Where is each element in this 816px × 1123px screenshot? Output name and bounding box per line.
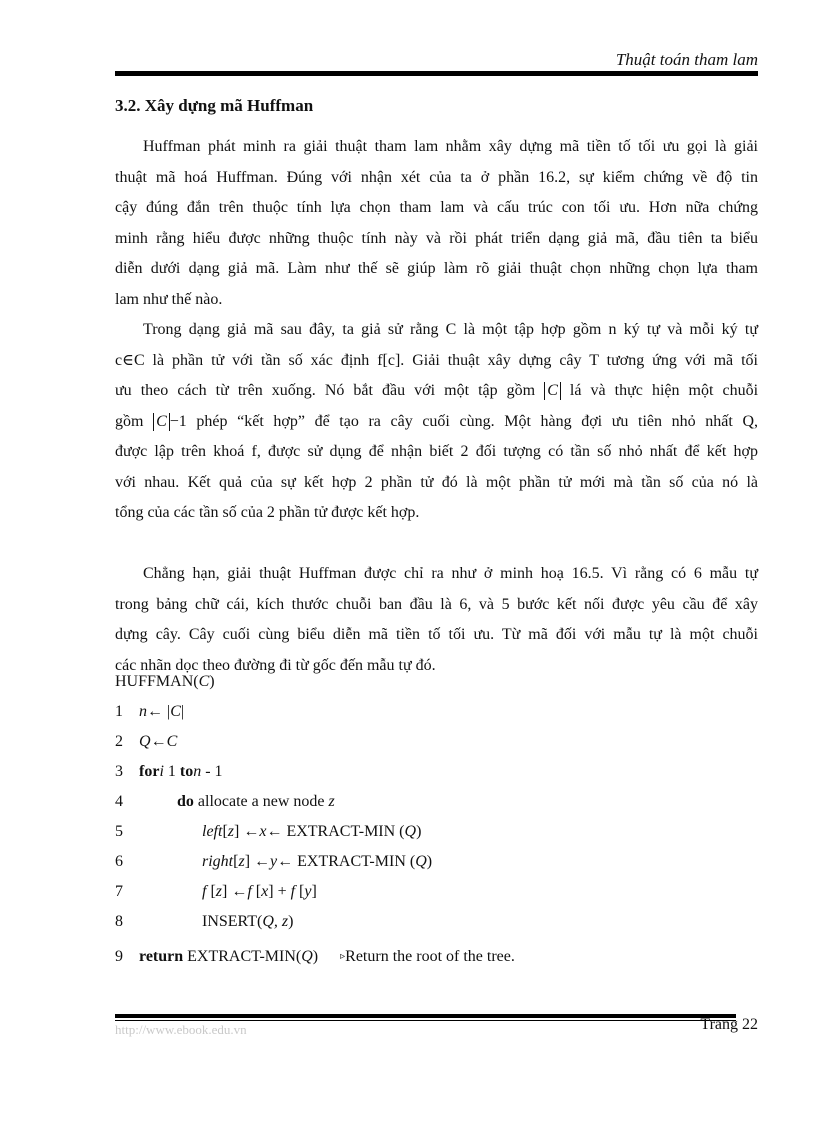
code-var: C — [170, 703, 181, 720]
line-code — [202, 853, 432, 871]
line-number: 7 — [115, 883, 123, 900]
code-var: f — [290, 883, 296, 900]
code-text: ] + — [268, 883, 291, 900]
text-line: Chẳng hạn, giải thuật Huffman được chỉ ra như ở minh hoạ 16.5. Vì rằng có 6 mẫu tự — [143, 565, 758, 582]
code-text: ] — [311, 883, 317, 900]
code-var: Q — [301, 948, 313, 965]
algo-name: HUFFMAN( — [115, 673, 199, 690]
line-number: 4 — [115, 793, 123, 810]
code-text: [ — [233, 853, 239, 870]
line-number: 9 — [115, 948, 123, 965]
text-line: lam như thế nào. — [115, 290, 223, 308]
text-line: cậy đúng đắn trên thuộc tính lựa chọn tham lam và cấu trúc con tối ưu. Hơn nữa chứng — [115, 199, 758, 216]
text-segment: −1 phép “kết hợp” để tạo ra cây cuối cùng. Một hàng đợi ưu tiên nhỏ nhất Q, — [169, 412, 758, 430]
code-var: right — [202, 853, 234, 870]
line-code — [202, 823, 421, 841]
code-text: ← | — [147, 703, 171, 720]
line-code — [177, 793, 335, 811]
code-var: Q — [139, 733, 151, 750]
code-comment: Return the root of the tree. — [345, 948, 515, 965]
code-keyword: return — [139, 948, 184, 965]
text-line: trong bảng chữ cái, kích thước chuỗi ban đầu là 6, và 5 bước kết nối được yêu cầu để xây — [115, 595, 758, 613]
line-number: 8 — [115, 913, 123, 930]
page-number: Trang 22 — [700, 1016, 758, 1033]
paragraph-1 — [115, 132, 758, 315]
text-line: Trong dạng giả mã sau đây, ta giả sử rằng C là một tập hợp gồm n ký tự và mỗi ký tự — [143, 321, 758, 338]
footer-rule-thin — [115, 1020, 736, 1021]
code-text: 1 — [163, 763, 180, 780]
code-var: x — [261, 883, 269, 900]
line-number: 6 — [115, 853, 123, 870]
code-text: ] ← — [222, 883, 248, 900]
code-text: ] ← — [234, 823, 260, 840]
code-var: y — [270, 853, 278, 870]
text-line: c∈C là phần tử với tần số xác định f[c]. Giải thuật xây dựng cây T tương ứng với mã tối — [115, 351, 758, 369]
footer-url: http://www.ebook.edu.vn — [115, 1022, 247, 1037]
code-var: f — [247, 883, 252, 900]
cardinality-C: C — [544, 382, 561, 400]
text-segment: gồm — [115, 412, 144, 430]
algo-arg: C — [198, 673, 210, 690]
code-text: ] ← — [244, 853, 271, 870]
paragraph-3 — [115, 559, 758, 681]
code-keyword: for — [139, 763, 160, 780]
code-keyword: do — [177, 793, 194, 810]
text-line: các nhãn dọc theo đường đi từ gốc đến mẫu tự đó. — [115, 656, 436, 674]
code-text: allocate a new node — [193, 793, 329, 810]
code-var: x — [259, 823, 267, 840]
text-line — [115, 407, 758, 438]
text-line: diễn dưới dạng giả mã. Làm như thế sẽ giúp làm rõ giải thuật chọn những chọn lựa tham — [115, 260, 758, 277]
code-var: f — [202, 883, 207, 900]
code-text: ) — [426, 853, 433, 870]
code-text: - 1 — [201, 763, 223, 780]
code-text: ) — [312, 948, 319, 965]
section-title: 3.2. Xây dựng mã Huffman — [115, 96, 314, 115]
line-number: 2 — [115, 733, 123, 750]
code-var: z — [215, 883, 223, 900]
code-text: EXTRACT-MIN( — [183, 948, 302, 965]
code-text: [ — [206, 883, 216, 900]
code-var: Q — [404, 823, 417, 840]
code-var: Q, z — [262, 913, 289, 930]
footer-rule — [115, 1014, 736, 1018]
line-code — [139, 733, 177, 751]
code-var: z — [227, 823, 234, 840]
line-number: 1 — [115, 703, 123, 720]
code-text: [ — [295, 883, 305, 900]
code-text: INSERT( — [202, 913, 263, 930]
text-line — [115, 376, 758, 407]
code-text: ← EXTRACT-MIN ( — [266, 823, 405, 840]
line-code — [139, 703, 184, 721]
code-var: z — [328, 793, 335, 810]
code-text: ) — [288, 913, 294, 930]
code-var: i — [159, 763, 164, 780]
text-line: thuật mã hoá Huffman. Đúng với nhận xét của ta ở phần 16.2, sự kiểm chứng về độ tin — [115, 168, 758, 186]
line-number: 5 — [115, 823, 123, 840]
code-text: [ — [222, 823, 228, 840]
line-code — [139, 948, 515, 966]
header-rule — [115, 71, 758, 76]
cardinality-C: C — [153, 413, 170, 431]
line-code — [202, 883, 317, 901]
code-text: [ — [251, 883, 262, 900]
code-var: n — [139, 703, 147, 720]
line-code — [139, 763, 223, 781]
code-var: C — [166, 733, 178, 750]
text-segment: ưu theo cách từ trên xuống. Nó bắt đầu với một tập gồm — [115, 382, 536, 399]
code-var: y — [304, 883, 312, 900]
text-segment: lá và thực hiện một chuỗi — [569, 382, 759, 399]
comment-triangle-icon: ▹ — [340, 951, 346, 962]
text-line: với nhau. Kết quả của sự kết hợp 2 phần tử đó là một phần tử mới mà tần số của nó là — [115, 473, 758, 491]
algo-close: ) — [209, 673, 215, 690]
code-keyword: to — [179, 763, 194, 780]
code-text: ← — [150, 733, 167, 750]
text-line: minh rằng hiểu được những thuộc tính này và rồi phát triển dạng giả mã, đầu tiên ta biểu — [115, 229, 758, 247]
page-header-title: Thuật toán tham lam — [615, 50, 758, 69]
algo-header — [115, 673, 215, 697]
code-text: | — [180, 703, 185, 720]
code-var: left — [202, 823, 223, 840]
paragraph-2 — [115, 315, 758, 529]
code-var: n — [193, 763, 202, 780]
text-line: tổng của các tần số của 2 phần tử được kết hợp. — [115, 504, 420, 521]
text-line: được lập trên khoá f, được sử dụng để nhận biết 2 đối tượng có tần số nhỏ nhất để kết hợp — [115, 443, 758, 460]
code-var: Q — [415, 853, 427, 870]
text-line: dựng cây. Cây cuối cùng biểu diễn mã tiền tố tối ưu. Từ mã đối với mẫu tự là một chuỗi — [115, 626, 758, 643]
line-number: 3 — [115, 763, 123, 780]
line-code — [202, 913, 293, 931]
code-text: ← EXTRACT-MIN ( — [277, 853, 416, 870]
code-text: ) — [416, 823, 422, 840]
text-line: Huffman phát minh ra giải thuật tham lam nhằm xây dựng mã tiền tố tối ưu gọi là giải — [143, 138, 758, 155]
code-var: z — [238, 853, 245, 870]
